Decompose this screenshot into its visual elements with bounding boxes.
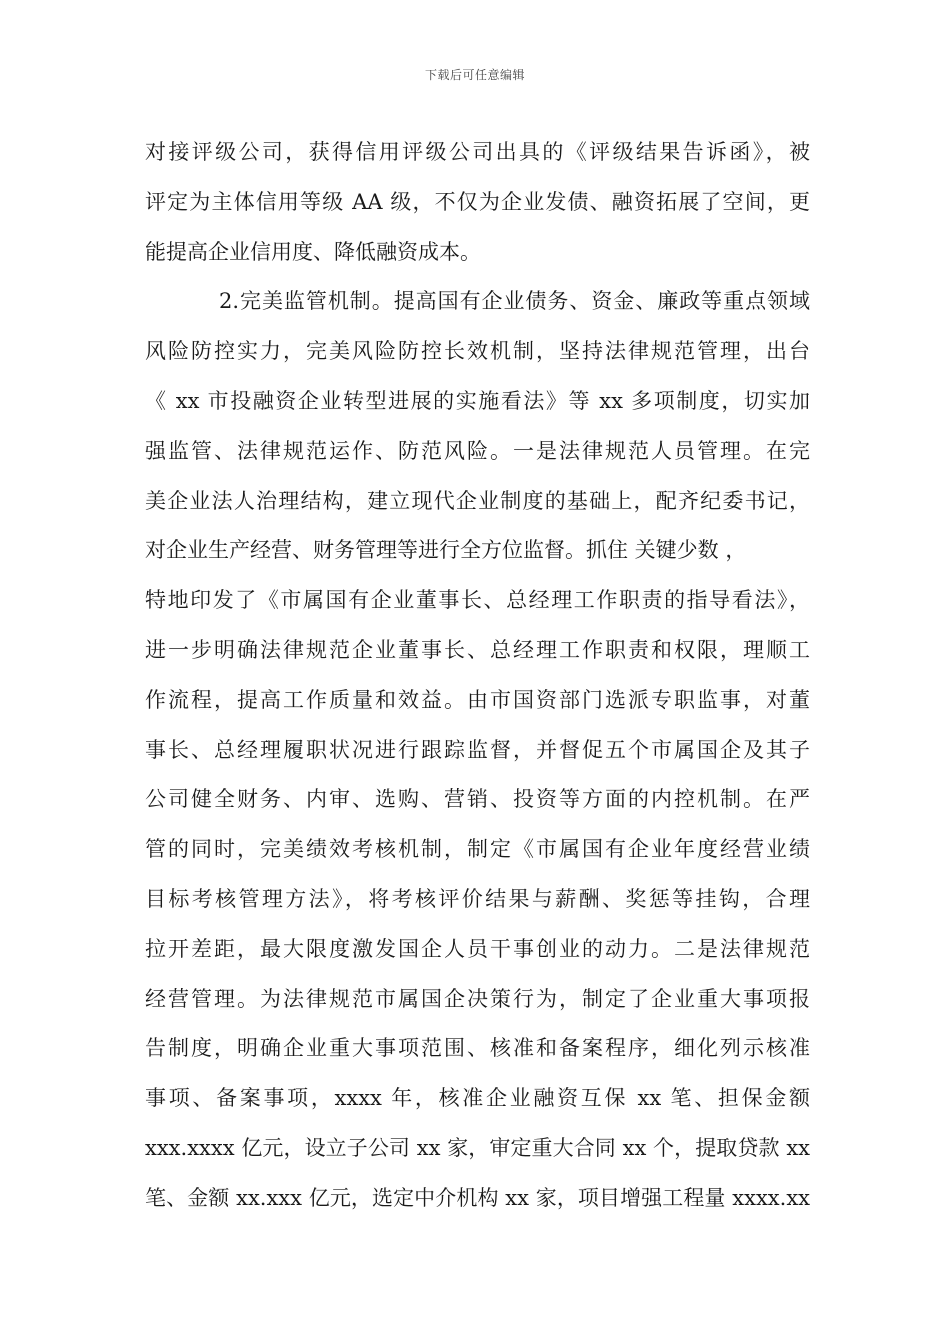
text-line: 事项、备案事项，xxxx 年，核准企业融资互保 xx 笔、担保金额 (145, 1086, 810, 1111)
document-body (145, 128, 810, 1224)
text-line: 拉开差距，最大限度激发国企人员干事创业的动力。二是法律规范 (145, 936, 810, 961)
text-line: 《 xx 市投融资企业转型进展的实施看法》等 xx 多项制度，切实加 (145, 388, 810, 413)
page-header: 下载后可任意编辑 (424, 68, 525, 82)
text-line: 评定为主体信用等级 AA 级，不仅为企业发债、融资拓展了空间，更 (145, 189, 810, 214)
text-line: 风险防控实力，完美风险防控长效机制，坚持法律规范管理，出台 (145, 339, 810, 364)
text-line: 公司健全财务、内审、选购、营销、投资等方面的内控机制。在严 (145, 787, 810, 812)
text-line: 美企业法人治理结构，建立现代企业制度的基础上，配齐纪委书记， (145, 488, 810, 513)
text-line: 笔、金额 xx.xxx 亿元，选定中介机构 xx 家，项目增强工程量 xxxx.xx (145, 1185, 810, 1210)
text-line: 管的同时，完美绩效考核机制，制定《市属国有企业年度经营业绩 (145, 837, 810, 862)
paragraph-first-line: 2.完美监管机制。提高国有企业债务、资金、廉政等重点领域 (219, 289, 810, 314)
text-line: 经营管理。为法律规范市属国企决策行为，制定了企业重大事项报 (145, 986, 810, 1011)
text-line: 特地印发了《市属国有企业董事长、总经理工作职责的指导看法》， (145, 588, 810, 613)
text-line: 事长、总经理履职状况进行跟踪监督，并督促五个市属国企及其子 (145, 737, 810, 762)
text-line: 进一步明确法律规范企业董事长、总经理工作职责和权限，理顺工 (145, 637, 810, 662)
text-line: 强监管、法律规范运作、防范风险。一是法律规范人员管理。在完 (145, 438, 810, 463)
text-line: 作流程，提高工作质量和效益。由市国资部门选派专职监事，对董 (145, 687, 810, 712)
text-line: 能提高企业信用度、降低融资成本。 (145, 239, 481, 264)
text-line: 对企业生产经营、财务管理等进行全方位监督。抓住 关键少数 ， (145, 538, 747, 563)
text-line: 告制度，明确企业重大事项范围、核准和备案程序，细化列示核准 (145, 1036, 810, 1061)
text-line: 对接评级公司，获得信用评级公司出具的《评级结果告诉函》，被 (145, 140, 810, 164)
text-line: 目标考核管理方法》，将考核评价结果与薪酬、奖惩等挂钩，合理 (145, 886, 810, 911)
text-line: xxx.xxxx 亿元，设立子公司 xx 家，审定重大合同 xx 个，提取贷款 xx (145, 1135, 810, 1160)
